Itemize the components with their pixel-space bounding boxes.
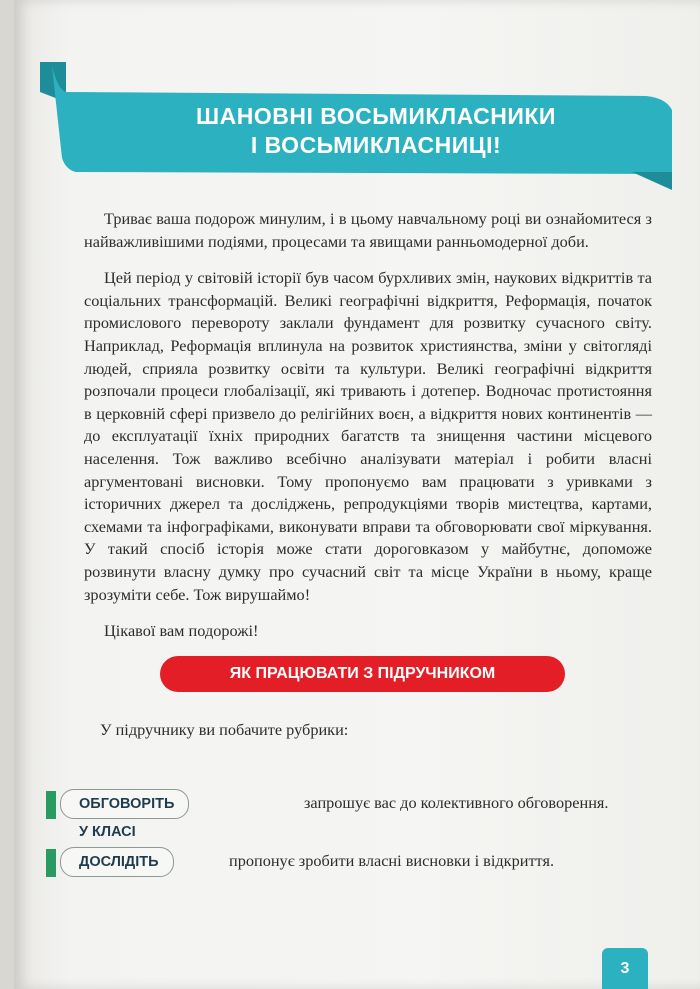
- paragraph-1: Триває ваша подорож минулим, і в цьому навчальному році ви ознайомитеся з найважливішими подіями, процесами та явищами ранньомодерної доби.: [84, 209, 652, 251]
- page-title-line-2: І ВОСЬМИКЛАСНИЦІ!: [250, 132, 502, 158]
- rubric-marker: [46, 791, 56, 819]
- page-number: 3: [602, 948, 648, 989]
- rubric-marker: [46, 849, 56, 877]
- book-page: [14, 0, 700, 989]
- paragraph-2: Цей період у світовій історії був часом бурхливих змін, наукових відкриттів та соціальних трансформацій. Великі географічні відкриття, Реформація, початок промислового перевороту заклали фундамент для розвитку сучасного світу. Наприклад, Реформація вплинула на розвиток християнства, зміни у світогляді людей, сприяла розвитку освіти та культури. Великі географічні відкриття розпочали процеси глобалізації, які тривають і дотепер. Водночас протистояння в церковній сфері призвело до релігійних воєн, а відкриття нових континентів — до експлуатації їхніх природних багатств та знищення частини місцевого населення. Тож важливо всебічно аналізувати матеріал і робити власні аргументовані висновки. Тому пропонуємо вам працювати з уривками з історичних джерел та досліджень, репродукціями творів мистецтва, картами, схемами та інфографіками, виконувати вправи та обговорювати свої міркування. У такий спосіб історія може стати дороговказом у майбутнє, допоможе розвинути власну думку про сучасний світ та місце України в ньому, краще зрозуміти себе. Тож вирушаймо!: [84, 268, 652, 604]
- intro-text: [84, 208, 652, 657]
- page-title: [96, 102, 656, 160]
- rubric-tag-research: ДОСЛІДІТЬ: [60, 847, 174, 877]
- rubric-description-discuss: запрошує вас до колективного обговорення.: [304, 793, 609, 812]
- paragraph-3: Цікавої вам подорожі!: [104, 621, 259, 641]
- title-banner: [36, 62, 676, 192]
- page-title-line-1: ШАНОВНІ ВОСЬМИКЛАСНИКИ: [196, 103, 556, 129]
- rubric-description-research: пропонує зробити власні висновки і відкриття.: [229, 851, 555, 870]
- rubric-tag-discuss: ОБГОВОРІТЬ У КЛАСІ: [60, 789, 189, 819]
- section-heading: ЯК ПРАЦЮВАТИ З ПІДРУЧНИКОМ: [160, 656, 565, 692]
- rubrics-intro: У підручнику ви побачите рубрики:: [100, 720, 349, 739]
